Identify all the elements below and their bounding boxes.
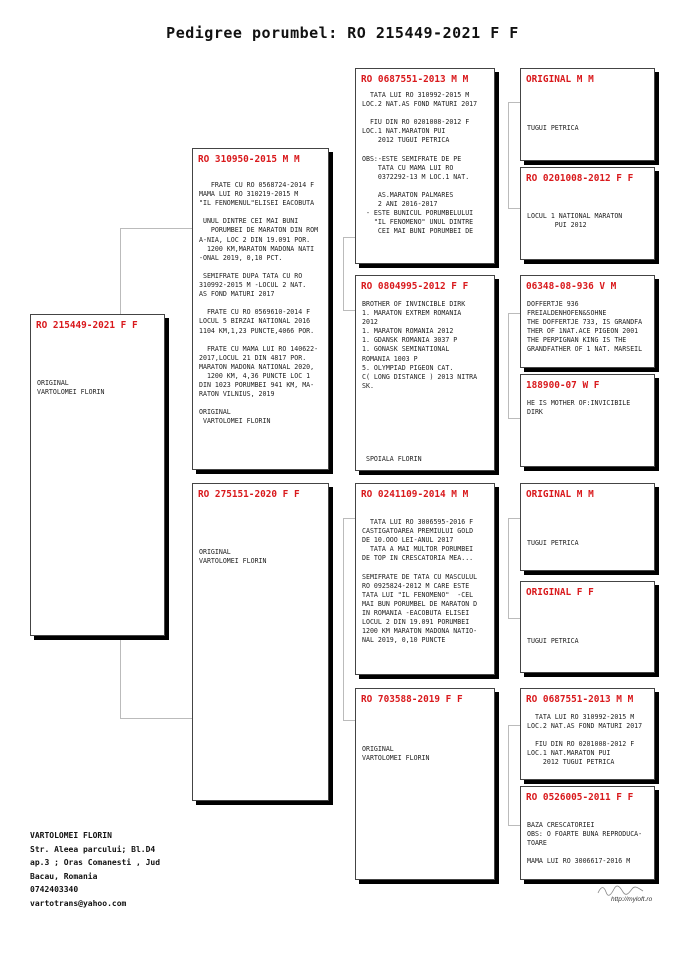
connector-line [343, 237, 355, 238]
dds-card[interactable] [520, 688, 655, 780]
dam-card[interactable] [192, 483, 329, 801]
connector-line [508, 313, 520, 314]
dss-card[interactable] [520, 483, 655, 571]
card-notes: TATA LUI RO 310992-2015 M LOC.2 NAT.AS FOND MATURI 2017 FIU DIN RO 0201008-2012 F LOC.1 NAT.MARATON PUI 2012 TUGUI PETRICA [527, 713, 643, 767]
ssd-card[interactable] [520, 167, 655, 260]
sire-dam-card[interactable] [355, 275, 495, 471]
card-notes: TATA LUI RO 3006595-2016 F CASTIGATOAREA PREMIULUI GOLD DE 10.OOO LEI-ANUL 2017 TATA A MAI MULTOR PORUMBEI DE TOP IN CRESCATORIA MEA... SEMIFRATE DE TATA CU MASCULUL RO 0925824-2012 M CARE ESTE TATA LUI "IL FENOMENO" -CEL MAI BUN PORUMBEL DE MARATON D IN ROMANIA -EACOBUTA ELISEI LOCUL 2 DIN 19.091 PORUMBEI 1200 KM MARATON MADONA NATIO- NAL 2019, 0,10 PUNCTE [362, 518, 478, 645]
sdd-card[interactable] [520, 374, 655, 467]
sds-card[interactable] [520, 275, 655, 368]
ring-number: RO 703588-2019 F F [361, 694, 463, 705]
ring-number: RO 0687551-2013 M M [526, 694, 634, 705]
ring-number: RO 275151-2020 F F [198, 489, 300, 500]
connector-line [508, 102, 509, 208]
ring-number: ORIGINAL M M [526, 74, 594, 85]
connector-line [343, 310, 355, 311]
ring-number: RO 0687551-2013 M M [361, 74, 469, 85]
connector-line [508, 725, 509, 825]
connector-line [508, 518, 509, 618]
card-notes: DOFFERTJE 936 FREIALDENHOFEN&SOHNE THE DOFFERTJE 733, IS GRANDFA THER OF 1NAT.ACE PIGEON 2001 THE PERPIGNAN KING IS THE GRANDFATHER OF 1 NAT. MARSEIL [527, 300, 643, 354]
sire-card[interactable] [192, 148, 329, 470]
connector-line [120, 718, 192, 719]
card-notes: HE IS MOTHER OF:INVICIBILE DIRK [527, 399, 631, 417]
connector-line [508, 418, 520, 419]
connector-line [343, 518, 355, 519]
ring-number: RO 0526005-2011 F F [526, 792, 634, 803]
ring-number: ORIGINAL F F [526, 587, 594, 598]
ring-number: 06348-08-936 V M [526, 281, 617, 292]
card-notes: ORIGINAL VARTOLOMEI FLORIN [37, 379, 105, 397]
owner-contact: VARTOLOMEI FLORIN Str. Aleea parcului; Bl.D4 ap.3 ; Oras Comanesti , Jud Bacau, Romania 0742403340 vartotrans@yahoo.com [30, 831, 161, 908]
subject-card[interactable] [30, 314, 165, 636]
dsd-card[interactable] [520, 581, 655, 673]
connector-line [343, 720, 355, 721]
connector-line [508, 313, 509, 418]
card-notes: ORIGINAL VARTOLOMEI FLORIN [362, 745, 430, 763]
card-notes: ORIGINAL VARTOLOMEI FLORIN [199, 548, 267, 566]
connector-line [508, 208, 520, 209]
card-notes: TUGUI PETRICA [527, 539, 579, 547]
card-notes: TUGUI PETRICA [527, 637, 579, 645]
connector-line [343, 237, 344, 310]
card-notes: FRATE CU RO 0568724-2014 F MAMA LUI RO 310219-2015 M "IL FENOMENUL"ELISEI EACOBUTA UNUL DINTRE CEI MAI BUNI PORUMBEI DE MARATON DIN ROM A-NIA, LOC 2 DIN 19.091 POR. 1200 KM,MARATON MADONA NATI -ONAL 2019, 0,10 PCT. SEMIFRATE DUPA TATA CU RO 310992-2015 M -LOCUL 2 NAT. AS FOND MATURI 2017 FRATE CU RO 0569610-2014 F LOCUL 5 BIRZAI NATIONAL 2016 1104 KM,1,23 PUNCTE,4066 POR. FRATE CU MAMA LUI RO 140622- 2017,LOCUL 21 DIN 4817 POR. MARATON MADONA NATIONAL 2020, 1200 KM, 4,36 PUNCTE LOC 1 DIN 1023 PORUMBEI 941 KM, MA- RATON VILNIUS, 2019 ORIGINAL VARTOLOMEI FLORIN [199, 181, 319, 426]
signature-mark [596, 883, 646, 897]
card-notes: TATA LUI RO 310992-2015 M LOC.2 NAT.AS FOND MATURI 2017 FIU DIN RO 0201008-2012 F LOC.1 NAT.MARATON PUI 2012 TUGUI PETRICA OBS:-ESTE SEMIFRATE DE PE TATA CU MAMA LUI RO 0372292-13 M LOC.1 NAT. AS.MARATON PALMARES 2 ANI 2016-2017 - ESTE BUNICUL PORUMBELULUI "IL FENOMENO" UNUL DINTRE CEI MAI BUNI PORUMBEI DE [362, 91, 478, 236]
sss-card[interactable] [520, 68, 655, 161]
ring-number: 188900-07 W F [526, 380, 600, 391]
card-notes: TUGUI PETRICA [527, 124, 579, 132]
connector-line [508, 825, 520, 826]
connector-line [508, 725, 520, 726]
card-notes: BROTHER OF INVINCIBLE DIRK 1. MARATON EXTREM ROMANIA 2012 1. MARATON ROMANIA 2012 1. GDANSK ROMANIA 3037 P 1. GONASK SEMINATIONAL ROMANIA 1003 P 5. OLYMPIAD PIGEON CAT. C( LONG DISTANCE ) 2013 NITRA SK. SPOIALA FLORIN [362, 300, 478, 463]
sire-sire-card[interactable] [355, 68, 495, 264]
ring-number: ORIGINAL M M [526, 489, 594, 500]
ring-number: RO 0241109-2014 M M [361, 489, 469, 500]
connector-line [120, 228, 192, 229]
ddd-card[interactable] [520, 786, 655, 880]
connector-line [508, 518, 520, 519]
connector-line [508, 102, 520, 103]
connector-line [508, 618, 520, 619]
card-notes: BAZA CRESCATORIEI OBS: O FOARTE BUNA REPRODUCA- TOARE MAMA LUI RO 3006617-2016 M [527, 821, 643, 866]
ring-number: RO 310950-2015 M M [198, 154, 300, 165]
ring-number: RO 0804995-2012 F F [361, 281, 469, 292]
page-title: Pedigree porumbel: RO 215449-2021 F F [166, 24, 519, 42]
dam-sire-card[interactable] [355, 483, 495, 675]
ring-number: RO 215449-2021 F F [36, 320, 138, 331]
dam-dam-card[interactable] [355, 688, 495, 880]
ring-number: RO 0201008-2012 F F [526, 173, 634, 184]
connector-line [343, 518, 344, 720]
footer-url[interactable]: http://myloft.ro [611, 896, 653, 903]
card-notes: LOCUL 1 NATIONAL MARATON PUI 2012 [527, 212, 623, 230]
